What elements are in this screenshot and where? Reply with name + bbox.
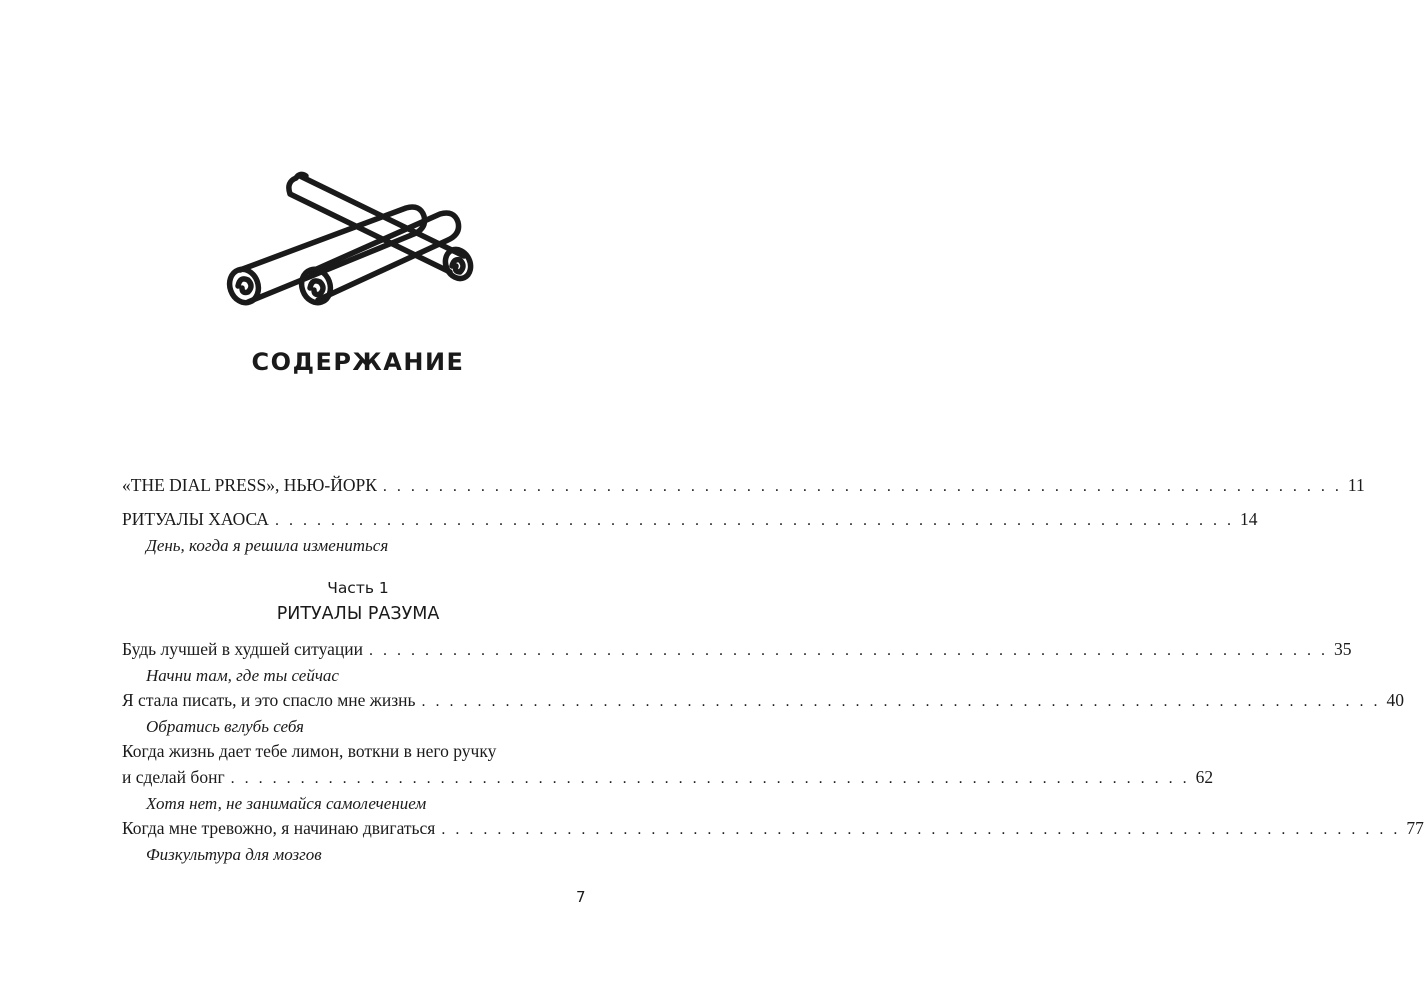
dot-leader: . . . . . . . . . . . . . . . . . . . . . . . . . . . . . . . . . . . . . . . . . . . . . . . . . . . . . . . . . . . . . . . . . . . . . [382, 478, 1342, 495]
toc-entry [122, 738, 1214, 816]
page-number: 7 [576, 888, 586, 906]
cinnamon-sticks-icon [214, 168, 478, 322]
toc-entry-title: Я стала писать, и это спасло мне жизнь [122, 690, 416, 710]
toc-entry-subtitle: Начни там, где ты сейчас [146, 666, 339, 685]
dot-leader: . . . . . . . . . . . . . . . . . . . . . . . . . . . . . . . . . . . . . . . . . . . . . . . . . . . . . . . . . . . . . . . . . . . . . [441, 821, 1401, 838]
toc-entry-page: 35 [1333, 639, 1352, 659]
toc-entry [122, 815, 1424, 867]
part-title: РИТУАЛЫ РАЗУМА [276, 604, 440, 624]
toc-entry-page: 62 [1195, 767, 1214, 787]
page-title: СОДЕРЖАНИЕ [251, 348, 465, 376]
toc-entry-page: 40 [1386, 690, 1404, 710]
toc-entry-subtitle: День, когда я решила измениться [146, 536, 389, 555]
toc-entry-page: 77 [1406, 818, 1424, 838]
toc-entry [122, 506, 1258, 558]
toc-entry-subtitle: Хотя нет, не занимайся самолечением [146, 794, 427, 813]
toc-entry [122, 472, 1365, 500]
dot-leader: . . . . . . . . . . . . . . . . . . . . . . . . . . . . . . . . . . . . . . . . . . . . . . . . . . . . . . . . . . . . . . . . . . . . . [274, 512, 1234, 529]
toc-entry [122, 687, 1404, 739]
toc-entry-page: 11 [1347, 475, 1365, 495]
toc-entry [122, 636, 1352, 688]
part-number: Часть 1 [327, 579, 389, 597]
toc-entry-title-line1: Когда жизнь дает тебе лимон, воткни в него ручку [122, 741, 497, 761]
toc-entry-title: «THE DIAL PRESS», НЬЮ-ЙОРК [122, 475, 377, 495]
toc-entry-title: Когда мне тревожно, я начинаю двигаться [122, 818, 436, 838]
dot-leader: . . . . . . . . . . . . . . . . . . . . . . . . . . . . . . . . . . . . . . . . . . . . . . . . . . . . . . . . . . . . . . . . . . . . . [368, 642, 1328, 659]
toc-entry-page: 14 [1239, 509, 1258, 529]
toc-entry-subtitle: Обратись вглубь себя [146, 717, 304, 736]
dot-leader: . . . . . . . . . . . . . . . . . . . . . . . . . . . . . . . . . . . . . . . . . . . . . . . . . . . . . . . . . . . . . . . . . . . . . [230, 770, 1190, 787]
toc-entry-title: РИТУАЛЫ ХАОСА [122, 509, 269, 529]
toc-entry-title: Будь лучшей в худшей ситуации [122, 639, 363, 659]
toc-entry-subtitle: Физкультура для мозгов [146, 845, 322, 864]
toc-entry-title: и сделай бонг [122, 767, 225, 787]
dot-leader: . . . . . . . . . . . . . . . . . . . . . . . . . . . . . . . . . . . . . . . . . . . . . . . . . . . . . . . . . . . . . . . . . . . . . [421, 693, 1381, 710]
